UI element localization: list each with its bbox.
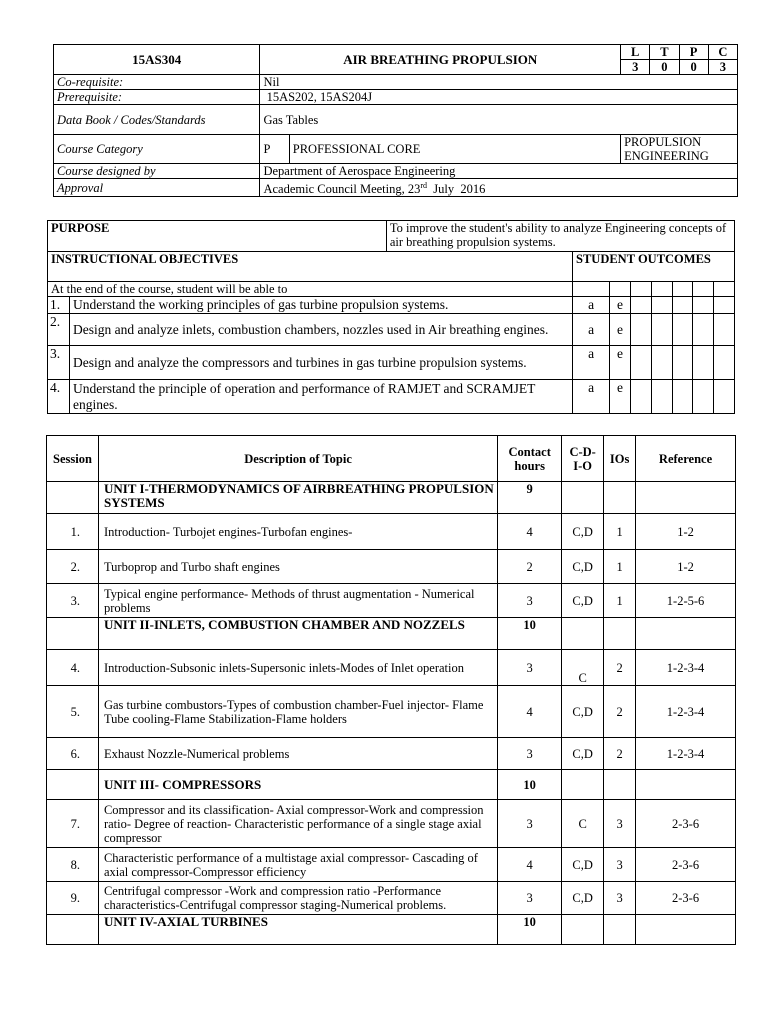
objective-number: 2. — [48, 314, 70, 346]
unit-hours: 10 — [498, 618, 562, 650]
session-description: Gas turbine combustors-Types of combustion chamber-Fuel injector- Flame Tube cooling-Flame Stabilization-Flame holders — [98, 686, 497, 738]
ltpc-value-p: 0 — [679, 60, 708, 75]
session-reference: 1-2-3-4 — [636, 738, 736, 770]
objective-row — [48, 297, 735, 314]
unit-title: UNIT IV-AXIAL TURBINES — [98, 915, 497, 945]
cdio-column-header: C-D-I-O — [562, 436, 604, 482]
session-reference: 2-3-6 — [636, 848, 736, 882]
ltpc-value-t: 0 — [650, 60, 679, 75]
session-reference: 1-2-5-6 — [636, 584, 736, 618]
course-code: 15AS304 — [54, 45, 260, 75]
sessions-table — [46, 435, 736, 945]
purpose-text: To improve the student's ability to analyze Engineering concepts of air breathing propulsion systems. — [386, 221, 734, 252]
session-description: Exhaust Nozzle-Numerical problems — [98, 738, 497, 770]
ltpc-label-l: L — [621, 45, 650, 60]
unit-row — [47, 915, 736, 945]
objective-row — [48, 314, 735, 346]
data-book-value: Gas Tables — [260, 105, 738, 135]
corequisite-value: Nil — [260, 75, 738, 90]
table-row — [47, 882, 736, 915]
session-ios: 2 — [604, 650, 636, 686]
session-reference: 2-3-6 — [636, 882, 736, 915]
outcome-a: a — [573, 346, 610, 380]
objective-row — [48, 380, 735, 414]
table-row — [47, 514, 736, 550]
approval-sup: rd — [420, 181, 428, 190]
outcome-a: a — [573, 380, 610, 414]
session-description: Characteristic performance of a multistage axial compressor- Cascading of axial compressor-Compressor efficiency — [98, 848, 497, 882]
ltpc-value-c: 3 — [708, 60, 737, 75]
session-ios: 1 — [604, 514, 636, 550]
contact-hours-column-header: Contact hours — [498, 436, 562, 482]
session-hours: 3 — [498, 882, 562, 915]
session-description: Introduction-Subsonic inlets-Supersonic inlets-Modes of Inlet operation — [98, 650, 497, 686]
session-cdio: C — [562, 650, 604, 686]
session-number: 8. — [47, 848, 99, 882]
ltpc-label-c: C — [708, 45, 737, 60]
session-number: 3. — [47, 584, 99, 618]
session-cdio: C,D — [562, 584, 604, 618]
corequisite-label: Co-requisite: — [54, 75, 260, 90]
outcome-e: e — [610, 346, 631, 380]
session-description: Centrifugal compressor -Work and compression ratio -Performance characteristics-Centrifugal compressor staging-Numerical problems. — [98, 882, 497, 915]
course-designed-label: Course designed by — [54, 164, 260, 179]
session-hours: 3 — [498, 650, 562, 686]
sessions-header-row — [47, 436, 736, 482]
unit-hours: 10 — [498, 915, 562, 945]
purpose-table — [47, 220, 735, 414]
session-number: 6. — [47, 738, 99, 770]
table-row — [47, 650, 736, 686]
outcome-a: a — [573, 314, 610, 346]
session-description: Typical engine performance- Methods of thrust augmentation - Numerical problems — [98, 584, 497, 618]
session-description: Turboprop and Turbo shaft engines — [98, 550, 497, 584]
session-number: 4. — [47, 650, 99, 686]
unit-hours: 9 — [498, 482, 562, 514]
course-category-value: PROFESSIONAL CORE — [289, 135, 620, 164]
course-header-table — [53, 44, 738, 197]
session-cdio: C,D — [562, 882, 604, 915]
session-cdio: C,D — [562, 848, 604, 882]
session-hours: 2 — [498, 550, 562, 584]
unit-title: UNIT I-THERMODYNAMICS OF AIRBREATHING PROPULSION SYSTEMS — [98, 482, 497, 514]
course-category-code: P — [260, 135, 289, 164]
course-area-value: PROPULSION ENGINEERING — [621, 135, 738, 164]
session-reference: 2-3-6 — [636, 800, 736, 848]
approval-value — [260, 179, 738, 197]
session-cdio: C,D — [562, 686, 604, 738]
ltpc-value-l: 3 — [621, 60, 650, 75]
session-hours: 3 — [498, 584, 562, 618]
session-cdio: C — [562, 800, 604, 848]
description-column-header: Description of Topic — [98, 436, 497, 482]
purpose-label: PURPOSE — [48, 221, 387, 252]
session-reference: 1-2-3-4 — [636, 650, 736, 686]
table-row — [47, 686, 736, 738]
prerequisite-value: 15AS202, 15AS204J — [260, 90, 738, 105]
unit-title: UNIT II-INLETS, COMBUSTION CHAMBER AND NOZZELS — [98, 618, 497, 650]
objective-number: 1. — [48, 297, 70, 314]
table-row — [47, 800, 736, 848]
unit-row — [47, 482, 736, 514]
course-title: AIR BREATHING PROPULSION — [260, 45, 621, 75]
objective-number: 4. — [48, 380, 70, 414]
session-reference: 1-2 — [636, 550, 736, 584]
table-row — [47, 584, 736, 618]
approval-prefix: Academic Council Meeting, 23 — [263, 182, 421, 197]
unit-title: UNIT III- COMPRESSORS — [98, 770, 497, 800]
objective-row — [48, 346, 735, 380]
table-row — [47, 738, 736, 770]
outcome-e: e — [610, 380, 631, 414]
ltpc-label-p: P — [679, 45, 708, 60]
session-reference: 1-2-3-4 — [636, 686, 736, 738]
session-cdio: C,D — [562, 514, 604, 550]
table-row — [47, 550, 736, 584]
objective-text: Understand the working principles of gas turbine propulsion systems. — [70, 297, 573, 314]
course-category-label: Course Category — [54, 135, 260, 164]
approval-suffix: July 2016 — [427, 182, 486, 197]
session-number: 7. — [47, 800, 99, 848]
objective-text: Design and analyze inlets, combustion chambers, nozzles used in Air breathing engines. — [70, 314, 573, 346]
session-cdio: C,D — [562, 738, 604, 770]
objectives-heading: INSTRUCTIONAL OBJECTIVES — [48, 252, 573, 282]
outcome-e: e — [610, 297, 631, 314]
session-ios: 2 — [604, 686, 636, 738]
data-book-label: Data Book / Codes/Standards — [54, 105, 260, 135]
outcome-e: e — [610, 314, 631, 346]
session-number: 1. — [47, 514, 99, 550]
objective-text: Understand the principle of operation and performance of RAMJET and SCRAMJET engines. — [70, 380, 573, 414]
session-description: Compressor and its classification- Axial compressor-Work and compression ratio- Degree of reaction- Characteristic performance of a single stage axial compressor — [98, 800, 497, 848]
approval-label: Approval — [54, 179, 260, 197]
session-column-header: Session — [47, 436, 99, 482]
prerequisite-label: Prerequisite: — [54, 90, 260, 105]
session-hours: 3 — [498, 800, 562, 848]
objective-number: 3. — [48, 346, 70, 380]
session-ios: 1 — [604, 584, 636, 618]
unit-row — [47, 770, 736, 800]
objective-text: Design and analyze the compressors and turbines in gas turbine propulsion systems. — [70, 346, 573, 380]
session-cdio: C,D — [562, 550, 604, 584]
session-ios: 3 — [604, 848, 636, 882]
ios-column-header: IOs — [604, 436, 636, 482]
session-reference: 1-2 — [636, 514, 736, 550]
session-number: 9. — [47, 882, 99, 915]
outcome-a: a — [573, 297, 610, 314]
session-ios: 3 — [604, 882, 636, 915]
ltpc-label-t: T — [650, 45, 679, 60]
session-ios: 1 — [604, 550, 636, 584]
session-number: 2. — [47, 550, 99, 584]
session-ios: 2 — [604, 738, 636, 770]
session-ios: 3 — [604, 800, 636, 848]
unit-row — [47, 618, 736, 650]
table-row — [47, 848, 736, 882]
session-hours: 4 — [498, 686, 562, 738]
session-hours: 3 — [498, 738, 562, 770]
reference-column-header: Reference — [636, 436, 736, 482]
session-hours: 4 — [498, 848, 562, 882]
course-designed-value: Department of Aerospace Engineering — [260, 164, 738, 179]
outcomes-heading: STUDENT OUTCOMES — [573, 252, 735, 282]
objectives-intro: At the end of the course, student will be able to — [48, 282, 573, 297]
session-hours: 4 — [498, 514, 562, 550]
session-description: Introduction- Turbojet engines-Turbofan engines- — [98, 514, 497, 550]
session-number: 5. — [47, 686, 99, 738]
unit-hours: 10 — [498, 770, 562, 800]
